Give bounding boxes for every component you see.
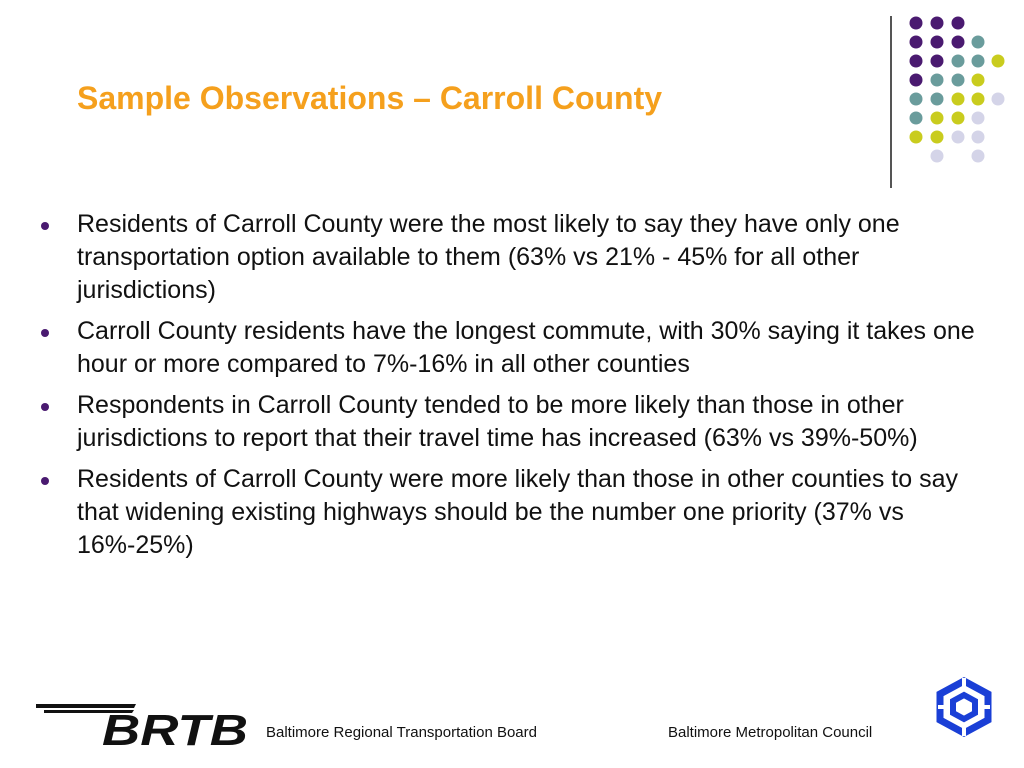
bullet-text: Residents of Carroll County were the most likely to say they have only one transportation option available to them (63% vs 21% - 45% for all other jurisdictions) [77, 210, 900, 304]
dot [910, 131, 923, 144]
dot-row-4 [910, 74, 985, 87]
slide-title: Sample Observations – Carroll County [77, 80, 663, 116]
vertical-divider [890, 16, 892, 188]
bullet-text: Carroll County residents have the longest commute, with 30% saying it takes one hour or more compared to 7%-16% in all other counties [77, 317, 975, 378]
dot [972, 112, 985, 125]
footer-bmc-name: Baltimore Metropolitan Council [668, 724, 873, 741]
dot [972, 55, 985, 68]
dot [992, 55, 1005, 68]
dot [931, 93, 944, 106]
dot [952, 55, 965, 68]
bullet-marker [41, 403, 49, 411]
logo-wordmark: BRTB [102, 706, 248, 750]
dot [972, 150, 985, 163]
bullet-item [38, 463, 988, 562]
dot [931, 55, 944, 68]
dot-row-1 [910, 17, 965, 30]
bullet-marker [41, 222, 49, 230]
dot [972, 131, 985, 144]
logo-hexagon-inner [953, 695, 975, 719]
bullet-text: Residents of Carroll County were more likely than those in other counties to say that widening existing highways should be the number one priority (37% vs 16%-25%) [77, 465, 958, 559]
dot [952, 74, 965, 87]
dot [910, 93, 923, 106]
dot [931, 17, 944, 30]
dot [931, 150, 944, 163]
bullet-text: Respondents in Carroll County tended to be more likely than those in other jurisdictions to report that their travel time has increased (63% vs 39%-50%) [77, 391, 918, 452]
dot [910, 36, 923, 49]
dot [931, 131, 944, 144]
dot [952, 131, 965, 144]
dot-row-7 [910, 131, 985, 144]
dot [931, 112, 944, 125]
dot-row-5 [910, 93, 1005, 106]
bmc-logo-icon [934, 676, 994, 738]
dot [972, 93, 985, 106]
dot-row-6 [910, 112, 985, 125]
dot [910, 17, 923, 30]
dot [952, 112, 965, 125]
dot [972, 36, 985, 49]
dot [992, 93, 1005, 106]
dot [931, 74, 944, 87]
dot [952, 17, 965, 30]
dot-row-8 [931, 150, 985, 163]
dot [952, 36, 965, 49]
bullet-marker [41, 477, 49, 485]
dot [910, 74, 923, 87]
bullet-list [38, 208, 988, 570]
dot [972, 74, 985, 87]
dot [952, 93, 965, 106]
brtb-logo [36, 700, 252, 750]
bullet-marker [41, 329, 49, 337]
footer-brtb-name: Baltimore Regional Transportation Board [266, 724, 537, 741]
dot-row-2 [910, 36, 985, 49]
bullet-item [38, 389, 988, 455]
dot [931, 36, 944, 49]
dot [910, 112, 923, 125]
bullet-item [38, 315, 988, 381]
dot [910, 55, 923, 68]
dot-row-3 [910, 55, 1005, 68]
bullet-item [38, 208, 988, 307]
